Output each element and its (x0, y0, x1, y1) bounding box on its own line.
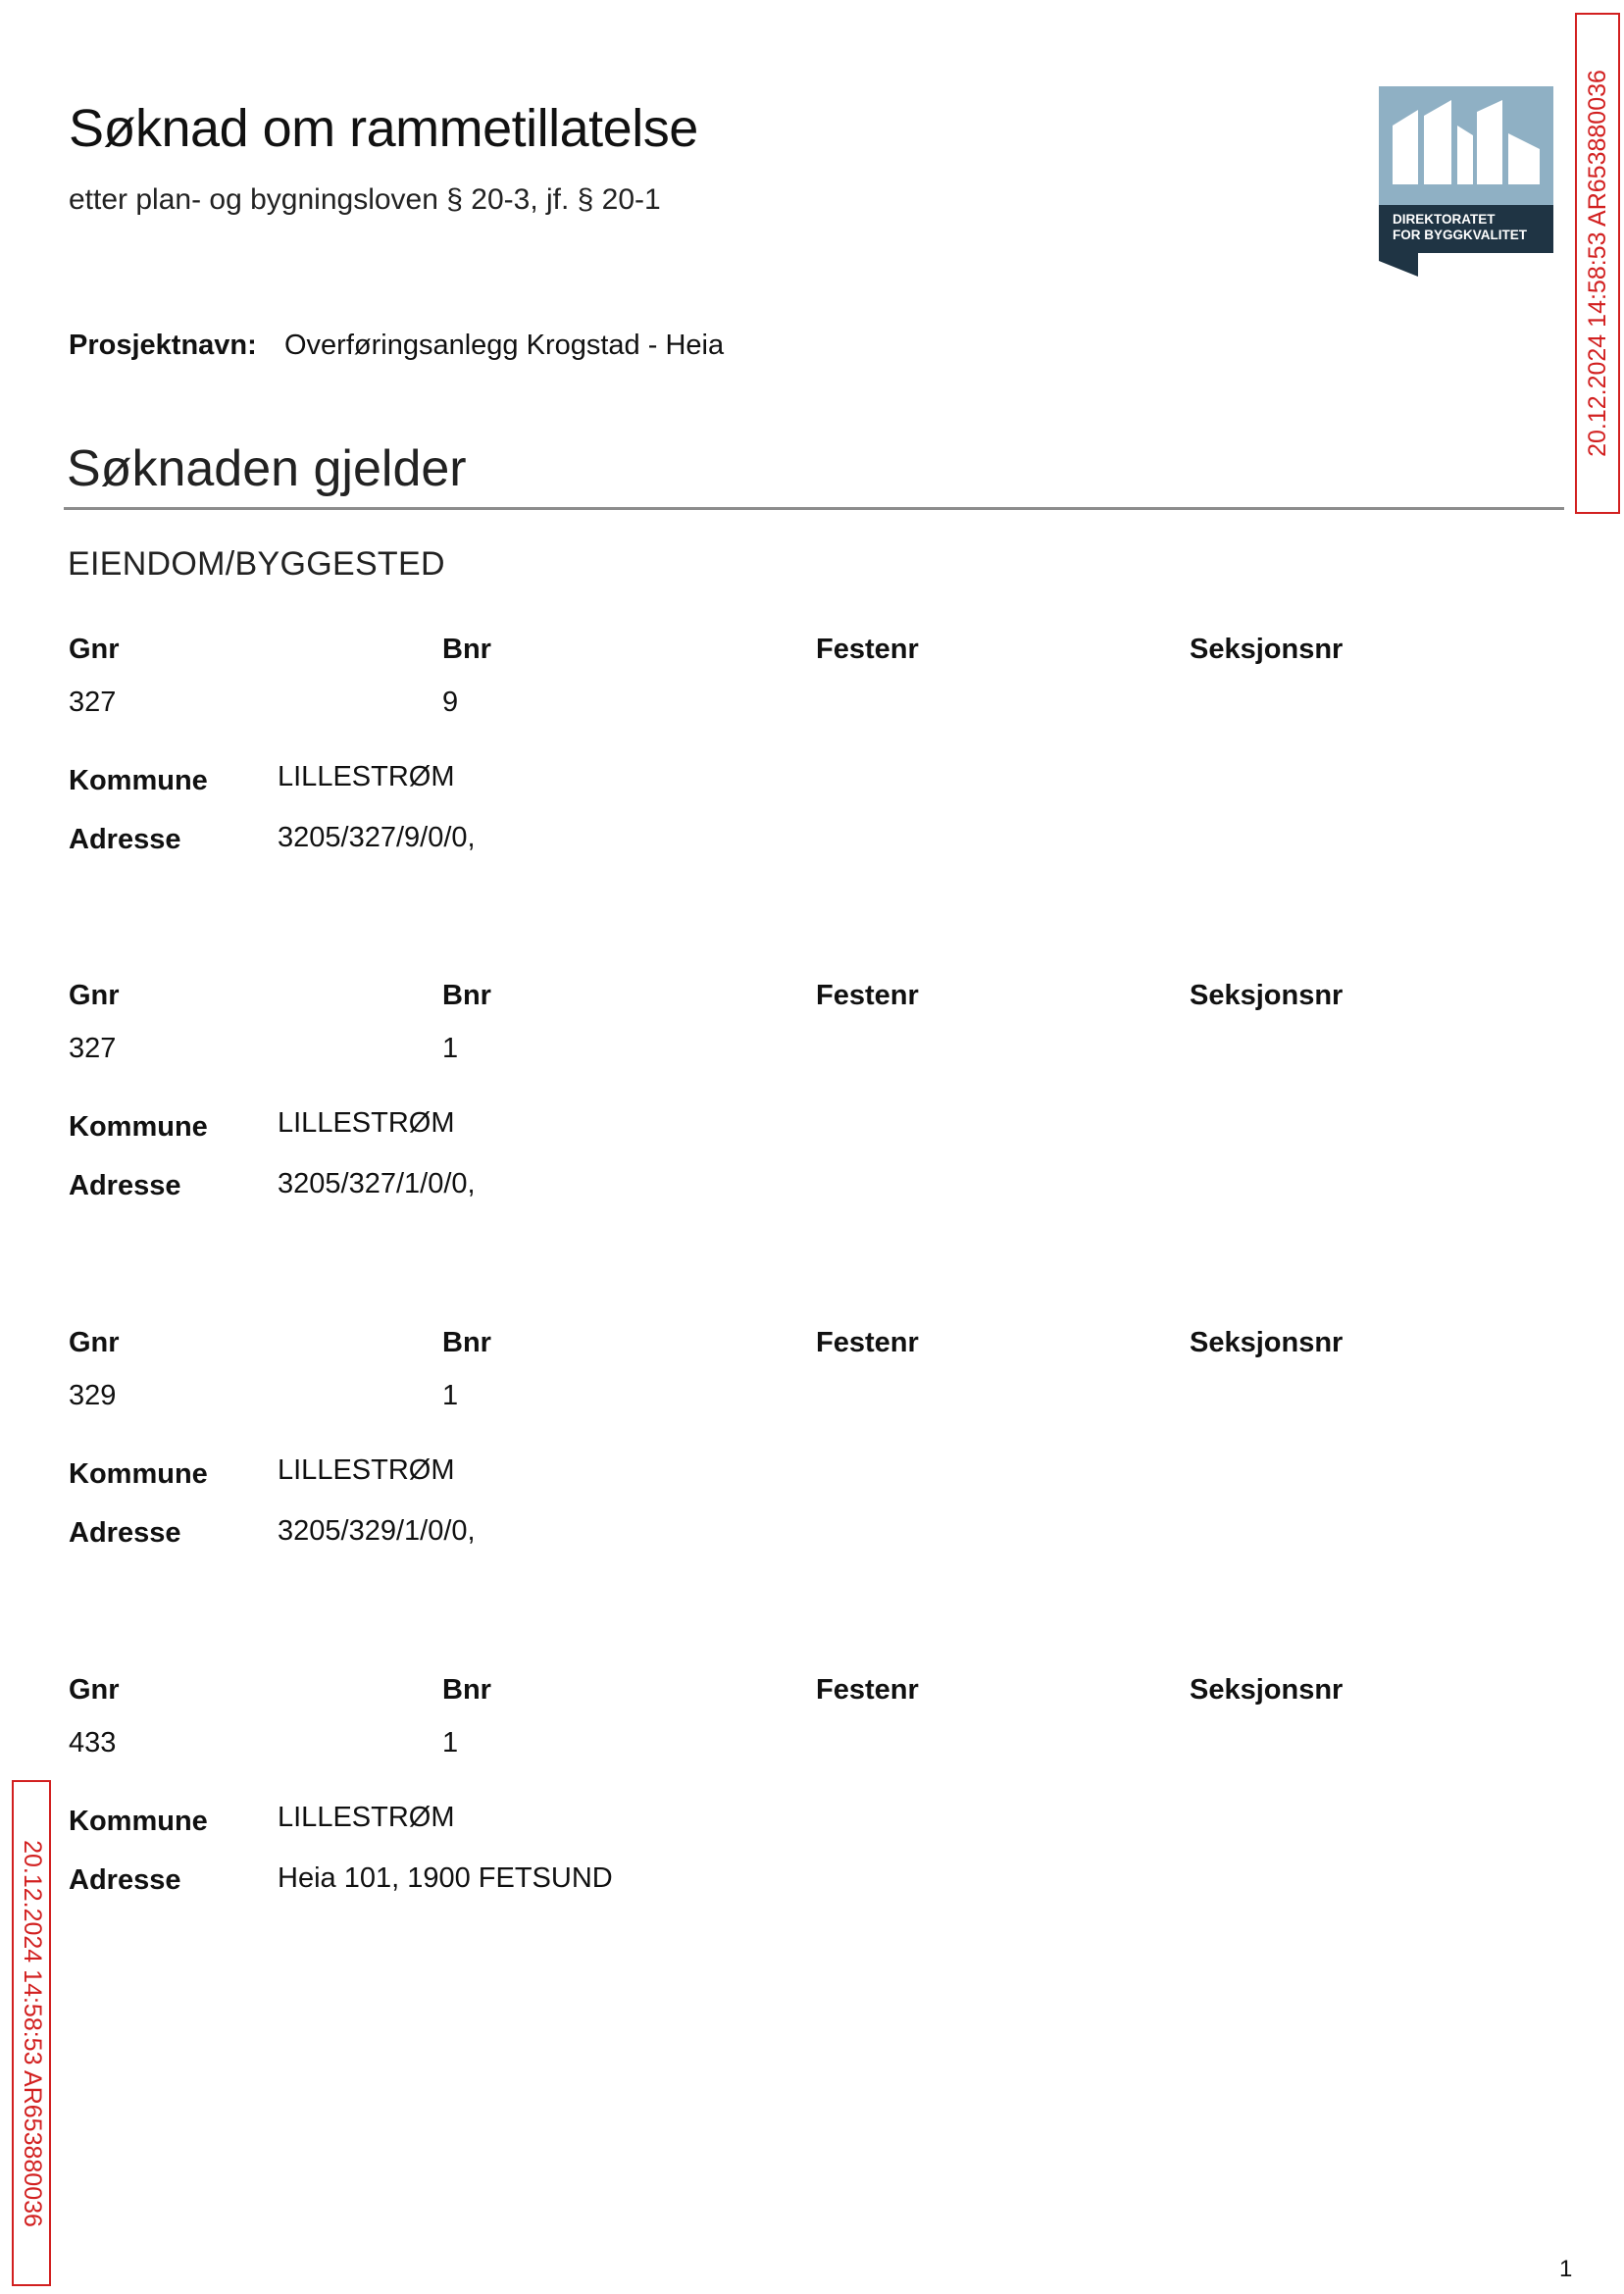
adresse-label: Adresse (69, 824, 181, 855)
section-divider (64, 507, 1564, 510)
bnr-value: 9 (442, 687, 459, 718)
adresse-value: 3205/327/1/0/0, (278, 1168, 476, 1199)
kommune-value: LILLESTRØM (278, 761, 455, 792)
gnr-header: Gnr (69, 634, 120, 665)
seksjonsnr-header: Seksjonsnr (1190, 1674, 1344, 1706)
kommune-value: LILLESTRØM (278, 1454, 455, 1486)
gnr-value: 329 (69, 1380, 117, 1411)
adresse-value: 3205/329/1/0/0, (278, 1515, 476, 1547)
seksjonsnr-header: Seksjonsnr (1190, 1327, 1344, 1358)
adresse-label: Adresse (69, 1517, 181, 1549)
bnr-value: 1 (442, 1727, 459, 1759)
property-block (69, 1327, 1402, 1582)
archive-stamp-top (1575, 13, 1620, 514)
dibk-logo-icon (1379, 86, 1553, 277)
gnr-value: 327 (69, 687, 117, 718)
gnr-header: Gnr (69, 980, 120, 1011)
festenr-header: Festenr (816, 1674, 919, 1706)
bnr-header: Bnr (442, 1327, 491, 1358)
kommune-label: Kommune (69, 1111, 208, 1143)
logo-line-2: FOR BYGGKVALITET (1393, 228, 1527, 242)
adresse-value: Heia 101, 1900 FETSUND (278, 1862, 613, 1894)
property-block (69, 1674, 1402, 1929)
archive-stamp-text: 20.12.2024 14:58:53 AR653880036 (1583, 70, 1611, 457)
adresse-label: Adresse (69, 1170, 181, 1201)
adresse-label: Adresse (69, 1864, 181, 1896)
gnr-value: 327 (69, 1033, 117, 1064)
seksjonsnr-header: Seksjonsnr (1190, 634, 1344, 665)
property-block (69, 980, 1402, 1235)
festenr-header: Festenr (816, 980, 919, 1011)
kommune-label: Kommune (69, 1806, 208, 1837)
gnr-header: Gnr (69, 1327, 120, 1358)
bnr-header: Bnr (442, 980, 491, 1011)
festenr-header: Festenr (816, 1327, 919, 1358)
subsection-heading: EIENDOM/BYGGESTED (68, 545, 445, 583)
adresse-value: 3205/327/9/0/0, (278, 822, 476, 853)
gnr-value: 433 (69, 1727, 117, 1759)
seksjonsnr-header: Seksjonsnr (1190, 980, 1344, 1011)
project-label: Prosjektnavn: (69, 330, 257, 361)
bnr-value: 1 (442, 1380, 459, 1411)
bnr-header: Bnr (442, 1674, 491, 1706)
kommune-label: Kommune (69, 765, 208, 796)
property-block (69, 634, 1402, 889)
project-name: Overføringsanlegg Krogstad - Heia (284, 330, 725, 361)
kommune-label: Kommune (69, 1458, 208, 1490)
document-subtitle: etter plan- og bygningsloven § 20-3, jf. § 20-1 (69, 183, 661, 216)
kommune-value: LILLESTRØM (278, 1107, 455, 1139)
dibk-logo (1379, 86, 1553, 277)
archive-stamp-text: 20.12.2024 14:58:53 AR653880036 (18, 1839, 46, 2227)
section-heading: Søknaden gjelder (67, 440, 467, 497)
archive-stamp-bottom (12, 1780, 51, 2286)
bnr-header: Bnr (442, 634, 491, 665)
festenr-header: Festenr (816, 634, 919, 665)
document-title: Søknad om rammetillatelse (69, 99, 698, 158)
page-number: 1 (1559, 2256, 1573, 2282)
bnr-value: 1 (442, 1033, 459, 1064)
logo-line-1: DIREKTORATET (1393, 212, 1496, 227)
kommune-value: LILLESTRØM (278, 1802, 455, 1833)
gnr-header: Gnr (69, 1674, 120, 1706)
project-row (69, 330, 724, 362)
